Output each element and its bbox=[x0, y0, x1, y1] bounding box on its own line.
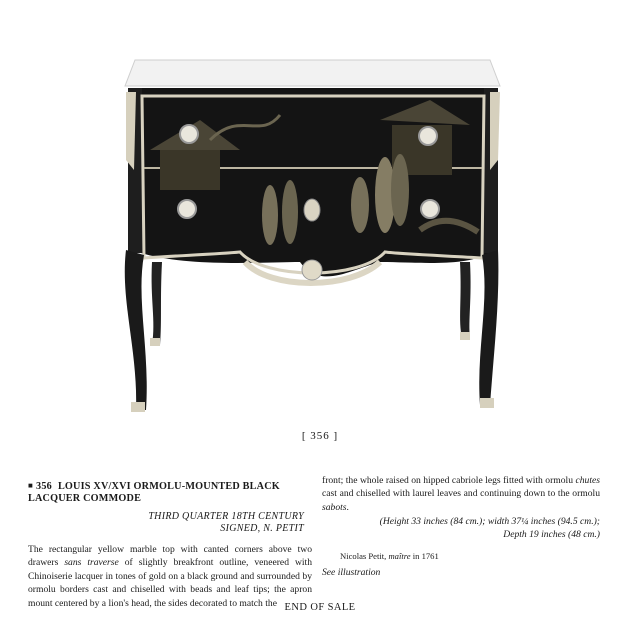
lot-description-continued bbox=[322, 474, 600, 514]
dimensions-line2: Depth 19 inches (48 cm.) bbox=[503, 528, 600, 540]
continued-italic-2: sabots bbox=[322, 501, 347, 513]
lot-date-line1: THIRD QUARTER 18TH CENTURY bbox=[148, 511, 304, 522]
maker-name: Nicolas Petit, bbox=[340, 551, 389, 562]
lot-description-right-column bbox=[322, 474, 600, 578]
description-part-a: The rectangular yellow marble top with canted corners above two drawers bbox=[28, 544, 312, 569]
lot-title-line2: LACQUER COMMODE bbox=[28, 493, 142, 504]
lot-dimensions bbox=[322, 516, 600, 541]
continued-italic-1: chutes bbox=[575, 475, 600, 486]
end-of-sale: END OF SALE bbox=[284, 602, 356, 613]
continued-part-a: front; the whole raised on hipped cabriole legs fitted with ormolu bbox=[322, 475, 576, 486]
lot-heading bbox=[28, 480, 312, 505]
continued-part-c: . bbox=[346, 501, 349, 513]
maker-italic: maître bbox=[388, 551, 411, 562]
lot-title-line1: LOUIS XV/XVI ORMOLU-MOUNTED BLACK bbox=[57, 481, 280, 492]
plate-number: [ 356 ] bbox=[301, 430, 339, 442]
maker-note bbox=[340, 551, 600, 561]
dimensions-line1: (Height 33 inches (84 cm.); width 37¼ inches (94.5 cm.); bbox=[379, 516, 600, 528]
description-part-b: of slightly breakfront outline, veneered with Chinoiserie lacquer in tones of gold on a black ground and surrounded by ormolu borders cast and chiselled with beads and leaf tips; the apron mount centered by a lion's head, the sides decorated to match the bbox=[28, 557, 312, 609]
lot-date bbox=[28, 511, 304, 535]
lot-number: 356 bbox=[36, 481, 52, 492]
lot-description bbox=[28, 543, 312, 610]
continued-part-b: cast and chiselled with laurel leaves and continuing down to the ormolu bbox=[322, 488, 600, 500]
lot-description-left-column bbox=[28, 480, 312, 610]
description-italic: sans traverse bbox=[64, 557, 119, 569]
maker-year: in 1761 bbox=[410, 551, 439, 562]
lot-date-line2: SIGNED, N. PETIT bbox=[220, 523, 304, 534]
square-bullet-icon: ■ bbox=[28, 481, 34, 490]
see-illustration: See illustration bbox=[322, 567, 381, 579]
